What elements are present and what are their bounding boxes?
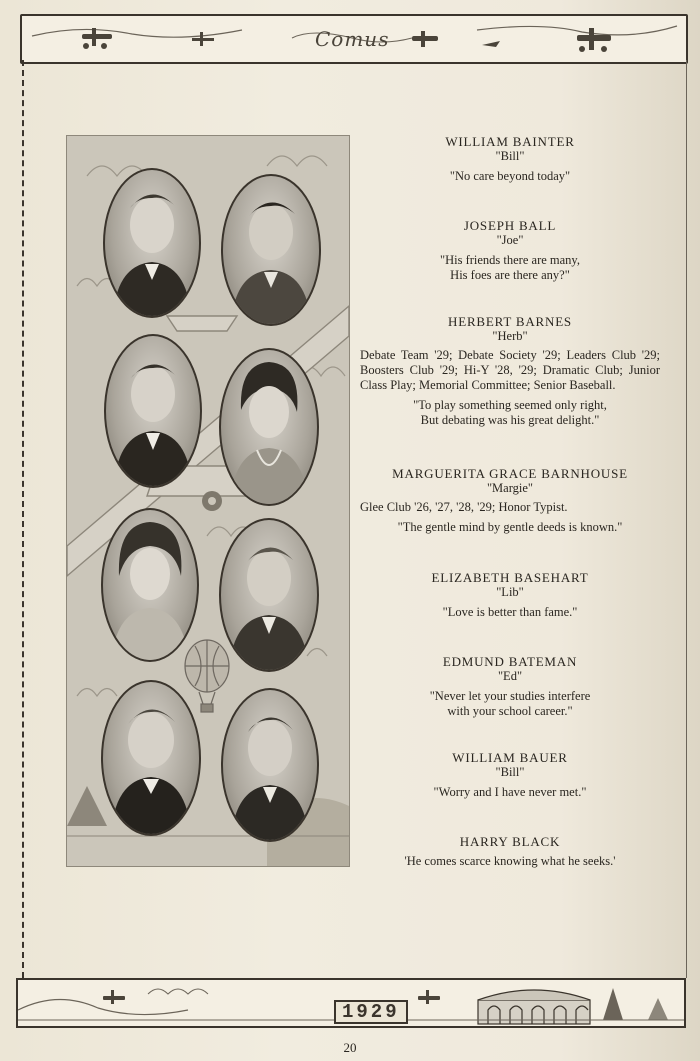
portrait-photo-icon — [106, 336, 200, 486]
year-label: 1929 — [334, 1000, 408, 1024]
entry-basehart — [360, 570, 660, 620]
footer-banner — [16, 978, 686, 1028]
senior-quote: "The gentle mind by gentle deeds is known." — [397, 520, 623, 534]
portrait-bauer — [101, 680, 201, 836]
yearbook-title: Comus — [315, 27, 390, 51]
senior-name: HARRY BLACK — [459, 834, 561, 849]
senior-quote: "To play something seemed only right, But debating was his great delight." — [413, 398, 607, 427]
senior-name: HERBERT BARNES — [448, 314, 572, 329]
portrait-barnes — [104, 334, 202, 488]
portrait-photo-icon — [221, 350, 317, 504]
portrait-black — [221, 688, 319, 842]
senior-quote: "No care beyond today" — [449, 169, 571, 183]
entry-barnes — [360, 314, 660, 428]
senior-nickname: "Bill" — [495, 149, 525, 163]
left-border — [22, 60, 24, 978]
entry-black — [360, 834, 660, 869]
senior-nickname: "Margie" — [486, 481, 534, 495]
senior-nickname: "Lib" — [496, 585, 524, 599]
senior-nickname: "Bill" — [495, 765, 525, 779]
portrait-ball — [221, 174, 321, 326]
entry-barnhouse — [360, 466, 660, 535]
portrait-bateman — [219, 518, 319, 672]
senior-nickname: "Joe" — [496, 233, 524, 247]
senior-quote: "His friends there are many, His foes are there any?" — [439, 253, 580, 282]
senior-quote: "Never let your studies interfere with your school career." — [429, 689, 591, 718]
entry-bainter — [360, 134, 660, 184]
senior-activities: Debate Team '29; Debate Society '29; Leaders Club '29; Boosters Club '29; Hi-Y '28, '29; Dramatic Club; Junior Class Play; Memorial Committee; Senior Baseball. — [360, 348, 660, 392]
portrait-basehart — [101, 508, 199, 662]
portrait-photo-icon — [223, 176, 319, 324]
portrait-photo-icon — [103, 510, 197, 660]
entry-bauer — [360, 750, 660, 800]
right-border — [686, 60, 687, 978]
senior-name: EDMUND BATEMAN — [442, 654, 578, 669]
senior-activities: Glee Club '26, '27, '28, '29; Honor Typist. — [360, 500, 568, 514]
senior-name: ELIZABETH BASEHART — [431, 570, 589, 585]
portrait-photo-icon — [221, 520, 317, 670]
portrait-photo-icon — [103, 682, 199, 834]
entry-ball — [360, 218, 660, 283]
entry-bateman — [360, 654, 660, 719]
senior-quote: "Worry and I have never met." — [433, 785, 587, 799]
senior-name: WILLIAM BAUER — [452, 750, 568, 765]
header-banner — [20, 14, 688, 64]
portrait-photo-icon — [105, 170, 199, 316]
senior-quote: 'He comes scarce knowing what he seeks.' — [404, 854, 616, 868]
portrait-barnhouse — [219, 348, 319, 506]
portrait-photo-icon — [223, 690, 317, 840]
portrait-collage — [66, 135, 350, 867]
senior-nickname: "Herb" — [492, 329, 528, 343]
senior-name: WILLIAM BAINTER — [445, 134, 575, 149]
senior-nickname: "Ed" — [497, 669, 523, 683]
senior-quote: "Love is better than fame." — [442, 605, 578, 619]
portrait-bainter — [103, 168, 201, 318]
senior-name: MARGUERITA GRACE BARNHOUSE — [392, 466, 628, 481]
senior-name: JOSEPH BALL — [463, 218, 557, 233]
page-number: 20 — [343, 1040, 357, 1055]
